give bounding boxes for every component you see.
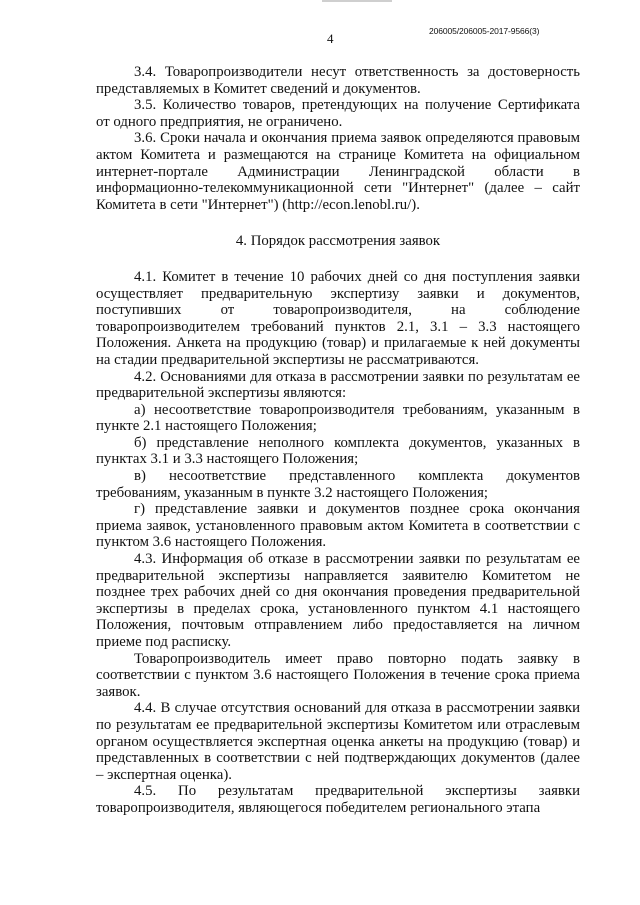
- paragraph-4-4: 4.4. В случае отсутствия оснований для отказа в рассмотрении заявки по результатам ее предварительной экспертизы Комитетом или отраслевым органом осуществляется экспертная оценка анкеты на продукцию (товар) и представленных в соответствии с ней подтверждающих документов (далее – экспертная оценка).: [96, 700, 580, 783]
- section-heading: 4. Порядок рассмотрения заявок: [235, 233, 441, 250]
- paragraph-4-1: 4.1. Комитет в течение 10 рабочих дней со дня поступления заявки осуществляет предварительную экспертизу заявки и документов, поступивших от товаропроизводителя, на соблюдение товаропроизводителем требований пунктов 2.1, 3.1 – 3.3 настоящего Положения. Анкета на продукцию (товар) и прилагаемые к ней документы на стадии предварительной экспертизы не рассматриваются.: [96, 268, 580, 368]
- paragraph-resubmission: Товаропроизводитель имеет право повторно подать заявку в соответствии с пунктом 3.6 настоящего Положения в течение срока приема заявок.: [96, 650, 580, 700]
- document-code: 206005/206005-2017-9566(3): [429, 26, 540, 36]
- scan-artifact: [322, 0, 392, 2]
- paragraph-4-3: 4.3. Информация об отказе в рассмотрении заявки по результатам ее предварительной экспертизы направляется заявителю Комитетом не позднее трех рабочих дней со дня окончания проведения предварительной экспертизы в пределах срока, установленного пунктом 4.1 настоящего Положения, почтовым отправлением либо предоставляется на личном приеме под расписку.: [96, 551, 580, 650]
- paragraph-3-4: 3.4. Товаропроизводители несут ответственность за достоверность представляемых в Комитет сведений и документов.: [96, 64, 580, 97]
- list-item-a: а) несоответствие товаропроизводителя требованиям, указанным в пункте 2.1 настоящего Положения;: [96, 401, 580, 435]
- list-item-g: г) представление заявки и документов позднее срока окончания приема заявок, установленного правовым актом Комитета в соответствии с пунктом 3.6 настоящего Положения.: [96, 501, 580, 551]
- paragraph-4-2: 4.2. Основаниями для отказа в рассмотрении заявки по результатам ее предварительной экспертизы являются:: [96, 368, 580, 402]
- paragraph-3-5: 3.5. Количество товаров, претендующих на получение Сертификата от одного предприятия, не ограничено.: [96, 97, 580, 130]
- paragraph-4-5: 4.5. По результатам предварительной экспертизы заявки товаропроизводителя, являющегося победителем регионального этапа: [96, 783, 580, 816]
- page-number: 4: [327, 31, 334, 46]
- list-item-b: б) представление неполного комплекта документов, указанных в пунктах 3.1 и 3.3 настоящего Положения;: [96, 434, 580, 468]
- list-item-v: в) несоответствие представленного комплекта документов требованиям, указанным в пункте 3.2 настоящего Положения;: [96, 468, 580, 501]
- paragraph-3-6: 3.6. Сроки начала и окончания приема заявок определяются правовым актом Комитета и размещаются на странице Комитета на официальном интернет-портале Администрации Ленинградской области в информационно-телекоммуникационной сети "Интернет" (далее – сайт Комитета в сети "Интернет") (http://econ.lenobl.ru/).: [96, 130, 580, 213]
- document-body: [96, 64, 580, 817]
